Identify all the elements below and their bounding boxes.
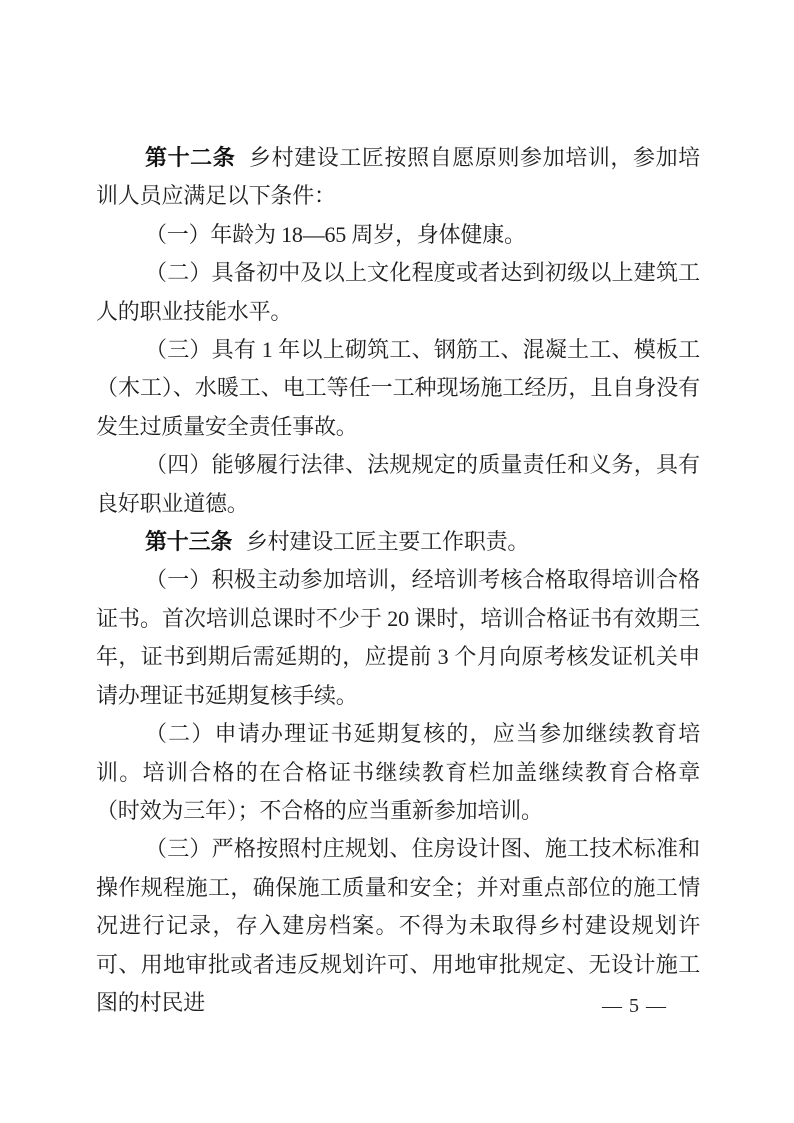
article-12-number: 第十二条 [145, 145, 236, 170]
clause-12-3 [96, 331, 700, 446]
clause-text: （四）能够履行法律、法规规定的质量责任和义务，具有良好职业道德。 [96, 452, 700, 516]
clause-13-1 [96, 561, 700, 715]
clause-text: （三）具有 1 年以上砌筑工、钢筋工、混凝土工、模板工（木工）、水暖工、电工等任一工种现场施工经历，且自身没有发生过质量安全责任事故。 [96, 337, 700, 439]
clause-text: （一）积极主动参加培训，经培训考核合格取得培训合格证书。首次培训总课时不少于 20 课时，培训合格证书有效期三年，证书到期后需延期的，应提前 3 个月向原考核发证机关申请办理证书延期复核手续。 [96, 567, 700, 708]
clause-12-2 [96, 254, 700, 331]
document-body [96, 139, 700, 1022]
clause-text: （二）具备初中及以上文化程度或者达到初级以上建筑工人的职业技能水平。 [96, 260, 700, 324]
clause-12-1 [96, 216, 700, 254]
clause-text: （一）年龄为 18—65 周岁，身体健康。 [145, 221, 526, 247]
clause-text: （三）严格按照村庄规划、住房设计图、施工技术标准和操作规程施工，确保施工质量和安全；并对重点部位的施工情况进行记录，存入建房档案。不得为未取得乡村建设规划许可、用地审批或者违反规划许可、用地审批规定、无设计施工图的村民进 [96, 836, 700, 1015]
article-13-number: 第十三条 [145, 529, 233, 555]
article-13-text: 乡村建设工匠主要工作职责。 [245, 529, 530, 555]
article-12-text: 乡村建设工匠按照自愿原则参加培训，参加培训人员应满足以下条件： [96, 145, 700, 209]
page-number: — 5 — [602, 995, 667, 1017]
article-13-paragraph [96, 523, 700, 561]
clause-12-4 [96, 446, 700, 523]
clause-text: （二）申请办理证书延期复核的，应当参加继续教育培训。培训合格的在合格证书继续教育栏加盖继续教育合格章（时效为三年）；不合格的应当重新参加培训。 [96, 721, 700, 823]
clause-13-2 [96, 715, 700, 830]
article-12-paragraph [96, 139, 700, 216]
